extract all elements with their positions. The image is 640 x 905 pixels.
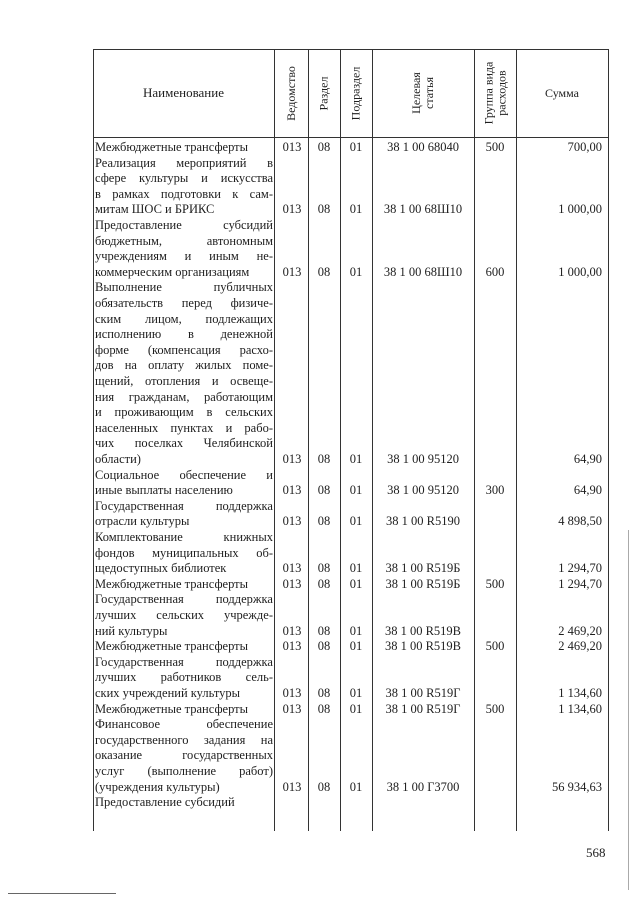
- table-row: [93, 468, 609, 499]
- row-name-line: Государственная поддержка: [95, 592, 273, 607]
- row-razdel: 08: [317, 202, 331, 217]
- row-podrazdel: 01: [349, 701, 363, 716]
- page-number: 568: [586, 845, 606, 860]
- row-name-line: Предоставление субсидий: [95, 795, 235, 810]
- row-name-line: лучших сельских учрежде-: [95, 607, 273, 622]
- row-name-line: отрасли культуры: [95, 514, 190, 529]
- row-celevaya: 38 1 00 68Ш10: [383, 202, 463, 217]
- row-celevaya: 38 1 00 R519В: [384, 639, 462, 654]
- row-name: [95, 218, 273, 280]
- table-row: [93, 218, 609, 280]
- row-podrazdel: 01: [349, 202, 363, 217]
- row-razdel: 08: [317, 779, 331, 794]
- header-celevaya-line2: статья: [421, 77, 436, 109]
- row-name: [95, 702, 273, 718]
- row-name-line: Предоставление субсидий: [95, 218, 273, 232]
- row-summa: 1 000,00: [558, 264, 602, 279]
- row-celevaya: 38 1 00 R519Б: [385, 561, 461, 576]
- header-gruppa-line2: расходов: [494, 70, 508, 116]
- header-podrazdel-label: Подраздел: [348, 66, 363, 120]
- table-row: [93, 639, 609, 655]
- header-celevaya-line1: Целевая: [408, 72, 423, 114]
- row-razdel: 08: [317, 686, 331, 700]
- row-celevaya: 38 1 00 R519В: [384, 623, 462, 638]
- row-celevaya: 38 1 00 R519Г: [385, 686, 461, 700]
- row-name-line: щений, отопления и освеще-: [95, 373, 273, 388]
- row-podrazdel: 01: [349, 140, 363, 154]
- row-podrazdel: 01: [349, 576, 363, 591]
- row-vedomstvo: 013: [282, 686, 302, 700]
- header-name-label: Наименование: [143, 85, 224, 100]
- budget-table: [93, 49, 609, 831]
- row-vedomstvo: 013: [282, 140, 302, 154]
- row-name-line: ний культуры: [95, 623, 168, 638]
- header-razdel: [308, 49, 340, 137]
- header-celevaya: [372, 49, 474, 137]
- header-podrazdel: [340, 49, 372, 137]
- header-gruppa-label: [482, 62, 508, 125]
- row-name-line: обязательств перед физиче-: [95, 295, 273, 310]
- header-razdel-label: Раздел: [316, 76, 331, 110]
- row-name: [95, 639, 273, 655]
- row-summa: 4 898,50: [558, 514, 602, 529]
- row-name-line: митам ШОС и БРИКС: [95, 202, 215, 217]
- table-row: [93, 592, 609, 639]
- header-divider: [93, 137, 609, 138]
- row-name-line: и проживающим в сельских: [95, 405, 273, 420]
- row-summa: 1 294,70: [558, 561, 602, 576]
- row-summa: 1 294,70: [558, 576, 602, 591]
- row-vedomstvo: 013: [282, 779, 302, 794]
- row-summa: 2 469,20: [558, 639, 602, 654]
- row-name: [95, 468, 273, 499]
- header-summa: [516, 49, 608, 137]
- row-razdel: 08: [317, 483, 331, 498]
- footer-rule: [8, 893, 116, 894]
- row-name-line: Финансовое обеспечение: [95, 717, 273, 732]
- row-summa: 700,00: [567, 140, 602, 154]
- header-gruppa: [474, 49, 516, 137]
- row-vedomstvo: 013: [282, 202, 302, 217]
- row-vedomstvo: 013: [282, 483, 302, 498]
- row-name-line: оказание государственных: [95, 748, 273, 763]
- row-podrazdel: 01: [349, 639, 363, 654]
- row-name-line: щедоступных библиотек: [95, 561, 227, 576]
- row-vedomstvo: 013: [282, 701, 302, 716]
- row-name-line: ским лицом, подлежащих: [95, 311, 273, 326]
- row-summa: 56 934,63: [552, 779, 602, 794]
- row-celevaya: 38 1 00 Г3700: [386, 779, 460, 794]
- row-celevaya: 38 1 00 68Ш10: [383, 264, 463, 279]
- row-podrazdel: 01: [349, 561, 363, 576]
- row-name: [95, 717, 273, 795]
- row-name: [95, 592, 273, 639]
- row-vedomstvo: 013: [282, 623, 302, 638]
- row-name-line: учреждениям и иным не-: [95, 249, 273, 264]
- table-row: [93, 156, 609, 218]
- table-row: [93, 499, 609, 530]
- row-gruppa: 500: [485, 140, 505, 154]
- row-name-line: дов на оплату жилых поме-: [95, 358, 273, 373]
- row-podrazdel: 01: [349, 451, 363, 466]
- row-podrazdel: 01: [349, 483, 363, 498]
- row-vedomstvo: 013: [282, 451, 302, 466]
- row-name-line: Государственная поддержка: [95, 654, 273, 669]
- row-summa: 64,90: [573, 451, 602, 466]
- row-name-line: фондов муниципальных об-: [95, 545, 273, 560]
- row-summa: 2 469,20: [558, 623, 602, 638]
- row-name: [95, 530, 273, 577]
- row-name-line: Выполнение публичных: [95, 280, 273, 295]
- row-celevaya: 38 1 00 95120: [387, 451, 459, 466]
- row-razdel: 08: [317, 701, 331, 716]
- row-razdel: 08: [317, 140, 331, 154]
- row-vedomstvo: 013: [282, 576, 302, 591]
- row-name-line: исполнению в денежной: [95, 327, 273, 342]
- row-celevaya: 38 1 00 68040: [387, 140, 459, 154]
- row-gruppa: 500: [485, 639, 505, 654]
- row-name: [95, 577, 273, 593]
- table-row: [93, 140, 609, 156]
- header-summa-label: Сумма: [545, 85, 579, 100]
- row-vedomstvo: 013: [282, 514, 302, 529]
- row-summa: 1 134,60: [558, 686, 602, 700]
- header-celevaya-label: [410, 72, 436, 114]
- row-podrazdel: 01: [349, 264, 363, 279]
- row-razdel: 08: [317, 639, 331, 654]
- row-name-line: лучших работников сель-: [95, 670, 273, 685]
- header-name: [93, 49, 274, 137]
- row-gruppa: 300: [485, 483, 505, 498]
- row-vedomstvo: 013: [282, 561, 302, 576]
- table-row: [93, 280, 609, 467]
- row-name-line: сфере культуры и искусства: [95, 171, 273, 186]
- row-celevaya: 38 1 00 R519Б: [385, 576, 461, 591]
- row-podrazdel: 01: [349, 686, 363, 700]
- row-razdel: 08: [317, 623, 331, 638]
- header-gruppa-line1: Группа вида: [481, 61, 495, 125]
- row-vedomstvo: 013: [282, 639, 302, 654]
- table-row: [93, 702, 609, 718]
- row-summa: 64,90: [573, 483, 602, 498]
- row-name-line: Межбюджетные трансферты: [95, 639, 249, 654]
- row-name-line: Межбюджетные трансферты: [95, 140, 249, 154]
- row-podrazdel: 01: [349, 623, 363, 638]
- row-podrazdel: 01: [349, 779, 363, 794]
- row-razdel: 08: [317, 576, 331, 591]
- table-row: [93, 577, 609, 593]
- row-name-line: населенных пунктах и рабо-: [95, 420, 273, 435]
- row-name-line: (учреждения культуры): [95, 779, 220, 794]
- table-row: [93, 795, 609, 811]
- row-name-line: коммерческим организациям: [95, 264, 250, 279]
- row-name-line: Комплектование книжных: [95, 530, 273, 544]
- row-name-line: в рамках подготовки к сам-: [95, 186, 273, 201]
- row-gruppa: 500: [485, 576, 505, 591]
- row-name: [95, 795, 273, 811]
- row-vedomstvo: 013: [282, 264, 302, 279]
- row-name-line: Межбюджетные трансферты: [95, 701, 249, 716]
- row-gruppa: 600: [485, 264, 505, 279]
- header-vedomstvo: [274, 49, 308, 137]
- row-name-line: Реализация мероприятий в: [95, 155, 273, 170]
- row-name-line: Социальное обеспечение и: [95, 467, 273, 482]
- row-name-line: услуг (выполнение работ): [95, 763, 273, 778]
- row-name: [95, 655, 273, 702]
- row-name-line: Государственная поддержка: [95, 498, 273, 513]
- row-name: [95, 156, 273, 218]
- row-name: [95, 280, 273, 467]
- row-name-line: ния гражданам, работающим: [95, 389, 273, 404]
- row-name-line: бюджетным, автономным: [95, 233, 273, 248]
- row-name: [95, 140, 273, 156]
- row-name-line: Межбюджетные трансферты: [95, 576, 249, 591]
- scan-edge-mark: [628, 530, 629, 890]
- row-razdel: 08: [317, 264, 331, 279]
- row-razdel: 08: [317, 561, 331, 576]
- row-name-line: форме (компенсация расхо-: [95, 342, 273, 357]
- row-podrazdel: 01: [349, 514, 363, 529]
- row-razdel: 08: [317, 514, 331, 529]
- table-row: [93, 717, 609, 795]
- row-name-line: области): [95, 451, 141, 466]
- row-name-line: чих поселках Челябинской: [95, 436, 273, 451]
- table-row: [93, 655, 609, 702]
- row-razdel: 08: [317, 451, 331, 466]
- header-vedomstvo-label: Ведомство: [283, 65, 298, 121]
- row-gruppa: 500: [485, 701, 505, 716]
- row-name: [95, 499, 273, 530]
- row-name-line: иные выплаты населению: [95, 483, 233, 498]
- row-name-line: ских учреждений культуры: [95, 685, 241, 700]
- row-summa: 1 134,60: [558, 701, 602, 716]
- row-summa: 1 000,00: [558, 202, 602, 217]
- table-row: [93, 530, 609, 577]
- row-celevaya: 38 1 00 95120: [387, 483, 459, 498]
- row-name-line: государственного задания на: [95, 732, 273, 747]
- row-celevaya: 38 1 00 R519Г: [385, 701, 461, 716]
- row-celevaya: 38 1 00 R5190: [386, 514, 460, 529]
